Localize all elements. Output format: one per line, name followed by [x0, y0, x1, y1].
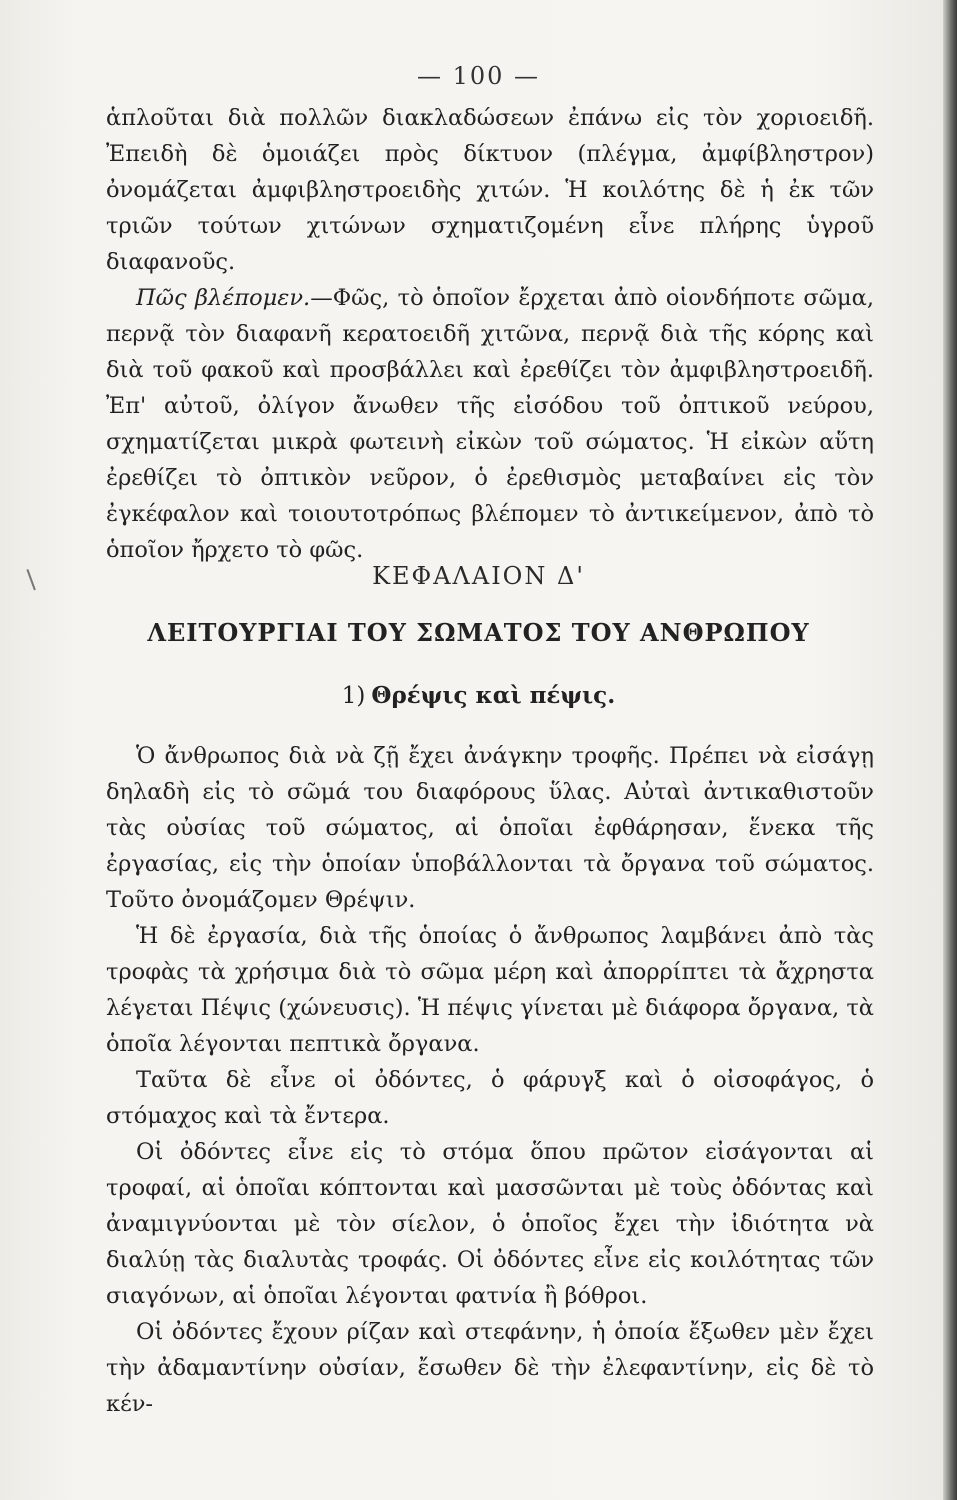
- section-title: Θρέψις καὶ πέψις.: [371, 682, 616, 709]
- vision-lead: Πῶς βλέπομεν.: [136, 285, 311, 311]
- paragraph-vision: [106, 280, 874, 568]
- paragraph-digestion: Ἡ δὲ ἐργασία, διὰ τῆς ὁποίας ὁ ἄνθρωπος λαμβάνει ἀπὸ τὰς τροφὰς τὰ χρήσιμα διὰ τὸ σῶμα μέρη καὶ ἀπορρίπτει τὰ ἄχρηστα λέγεται Πέψις (χώνευσις). Ἡ πέψις γίνεται μὲ διάφορα ὄργανα, τὰ ὁποῖα λέγονται πεπτικὰ ὄργανα.: [106, 923, 874, 1057]
- paragraph-organs: Ταῦτα δὲ εἶνε οἱ ὀδόντες, ὁ φάρυγξ καὶ ὁ οἰσοφάγος, ὁ στόμαχος καὶ τὰ ἔντερα.: [106, 1067, 874, 1129]
- paragraph-retina: ἁπλοῦται διὰ πολλῶν διακλαδώσεων ἐπάνω εἰς τὸν χοριοειδῆ. Ἐπειδὴ δὲ ὁμοιάζει πρὸς δίκτυον (πλέγμα, ἀμφίβληστρον) ὀνομάζεται ἀμφιβληστροειδὴς χιτών. Ἡ κοιλότης δὲ ἡ ἐκ τῶν τριῶν τούτων χιτώνων σχηματιζομένη εἶνε πλήρης ὑγροῦ διαφανοῦς.: [106, 105, 874, 275]
- paragraph-nutrition: Ὁ ἄνθρωπος διὰ νὰ ζῇ ἔχει ἀνάγκην τροφῆς. Πρέπει νὰ εἰσάγῃ δηλαδὴ εἰς τὸ σῶμά του διαφόρους ὕλας. Αὐταὶ ἀντικαθιστοῦν τὰς οὐσίας τοῦ σώματος, αἱ ὁποῖαι ἐφθάρησαν, ἕνεκα τῆς ἐργασίας, εἰς τὴν ὁποίαν ὑποβάλλονται τὰ ὄργανα τοῦ σώματος. Τοῦτο ὀνομάζομεν Θρέψιν.: [106, 743, 874, 913]
- top-text-block: [106, 100, 874, 568]
- chapter-title: ΚΕΦΑΛΑΙΟΝ Δ': [372, 562, 585, 590]
- page-edge-shadow: [943, 0, 957, 1500]
- paragraph-teeth-structure: Οἱ ὀδόντες ἔχουν ρίζαν καὶ στεφάνην, ἡ ὁποία ἔξωθεν μὲν ἔχει τὴν ἀδαμαντίνην οὐσίαν, ἔσωθεν δὲ τὴν ἐλεφαντίνην, εἰς δὲ τὸ κέν-: [106, 1319, 874, 1417]
- chapter-subtitle: ΛΕΙΤΟΥΡΓΙΑΙ ΤΟΥ ΣΩΜΑΤΟΣ ΤΟΥ ΑΝΘΡΩΠΟΥ: [147, 618, 810, 647]
- paragraph-teeth: Οἱ ὀδόντες εἶνε εἰς τὸ στόμα ὅπου πρῶτον εἰσάγονται αἱ τροφαί, αἱ ὁποῖαι κόπτονται καὶ μασσῶνται μὲ τοὺς ὀδόντας καὶ ἀναμιγνύονται μὲ τὸν σίελον, ὁ ὁποῖος ἔχει τὴν ἰδιότητα νὰ διαλύῃ τὰς διαλυτὰς τροφάς. Οἱ ὀδόντες εἶνε εἰς κοιλότητας τῶν σιαγόνων, αἱ ὁποῖαι λέγονται φατνία ἢ βόθροι.: [106, 1139, 874, 1309]
- vision-text: —Φῶς, τὸ ὁποῖον ἔρχεται ἀπὸ οἱονδήποτε σῶμα, περνᾷ τὸν διαφανῆ κερατοειδῆ χιτῶνα, περνᾷ διὰ τῆς κόρης καὶ διὰ τοῦ φακοῦ καὶ προσβάλλει καὶ ἐρεθίζει τὸν ἀμφιβληστροειδῆ. Ἐπ' αὐτοῦ, ὀλίγον ἄνωθεν τῆς εἰσόδου τοῦ ὀπτικοῦ νεύρου, σχηματίζεται μικρὰ φωτεινὴ εἰκὼν τοῦ σώματος. Ἡ εἰκὼν αὕτη ἐρεθίζει τὸ ὀπτικὸν νεῦρον, ὁ ἐρεθισμὸς μεταβαίνει εἰς τὸν ἐγκέφαλον καὶ τοιουτοτρόπως βλέπομεν τὸ ἀντικείμενον, ἀπὸ τὸ ὁποῖον ἤρχετο τὸ φῶς.: [106, 285, 874, 563]
- section-heading: [0, 682, 957, 709]
- page-number: — 100 —: [416, 62, 541, 90]
- body-text-block: [106, 738, 874, 1422]
- section-number: 1): [341, 683, 366, 709]
